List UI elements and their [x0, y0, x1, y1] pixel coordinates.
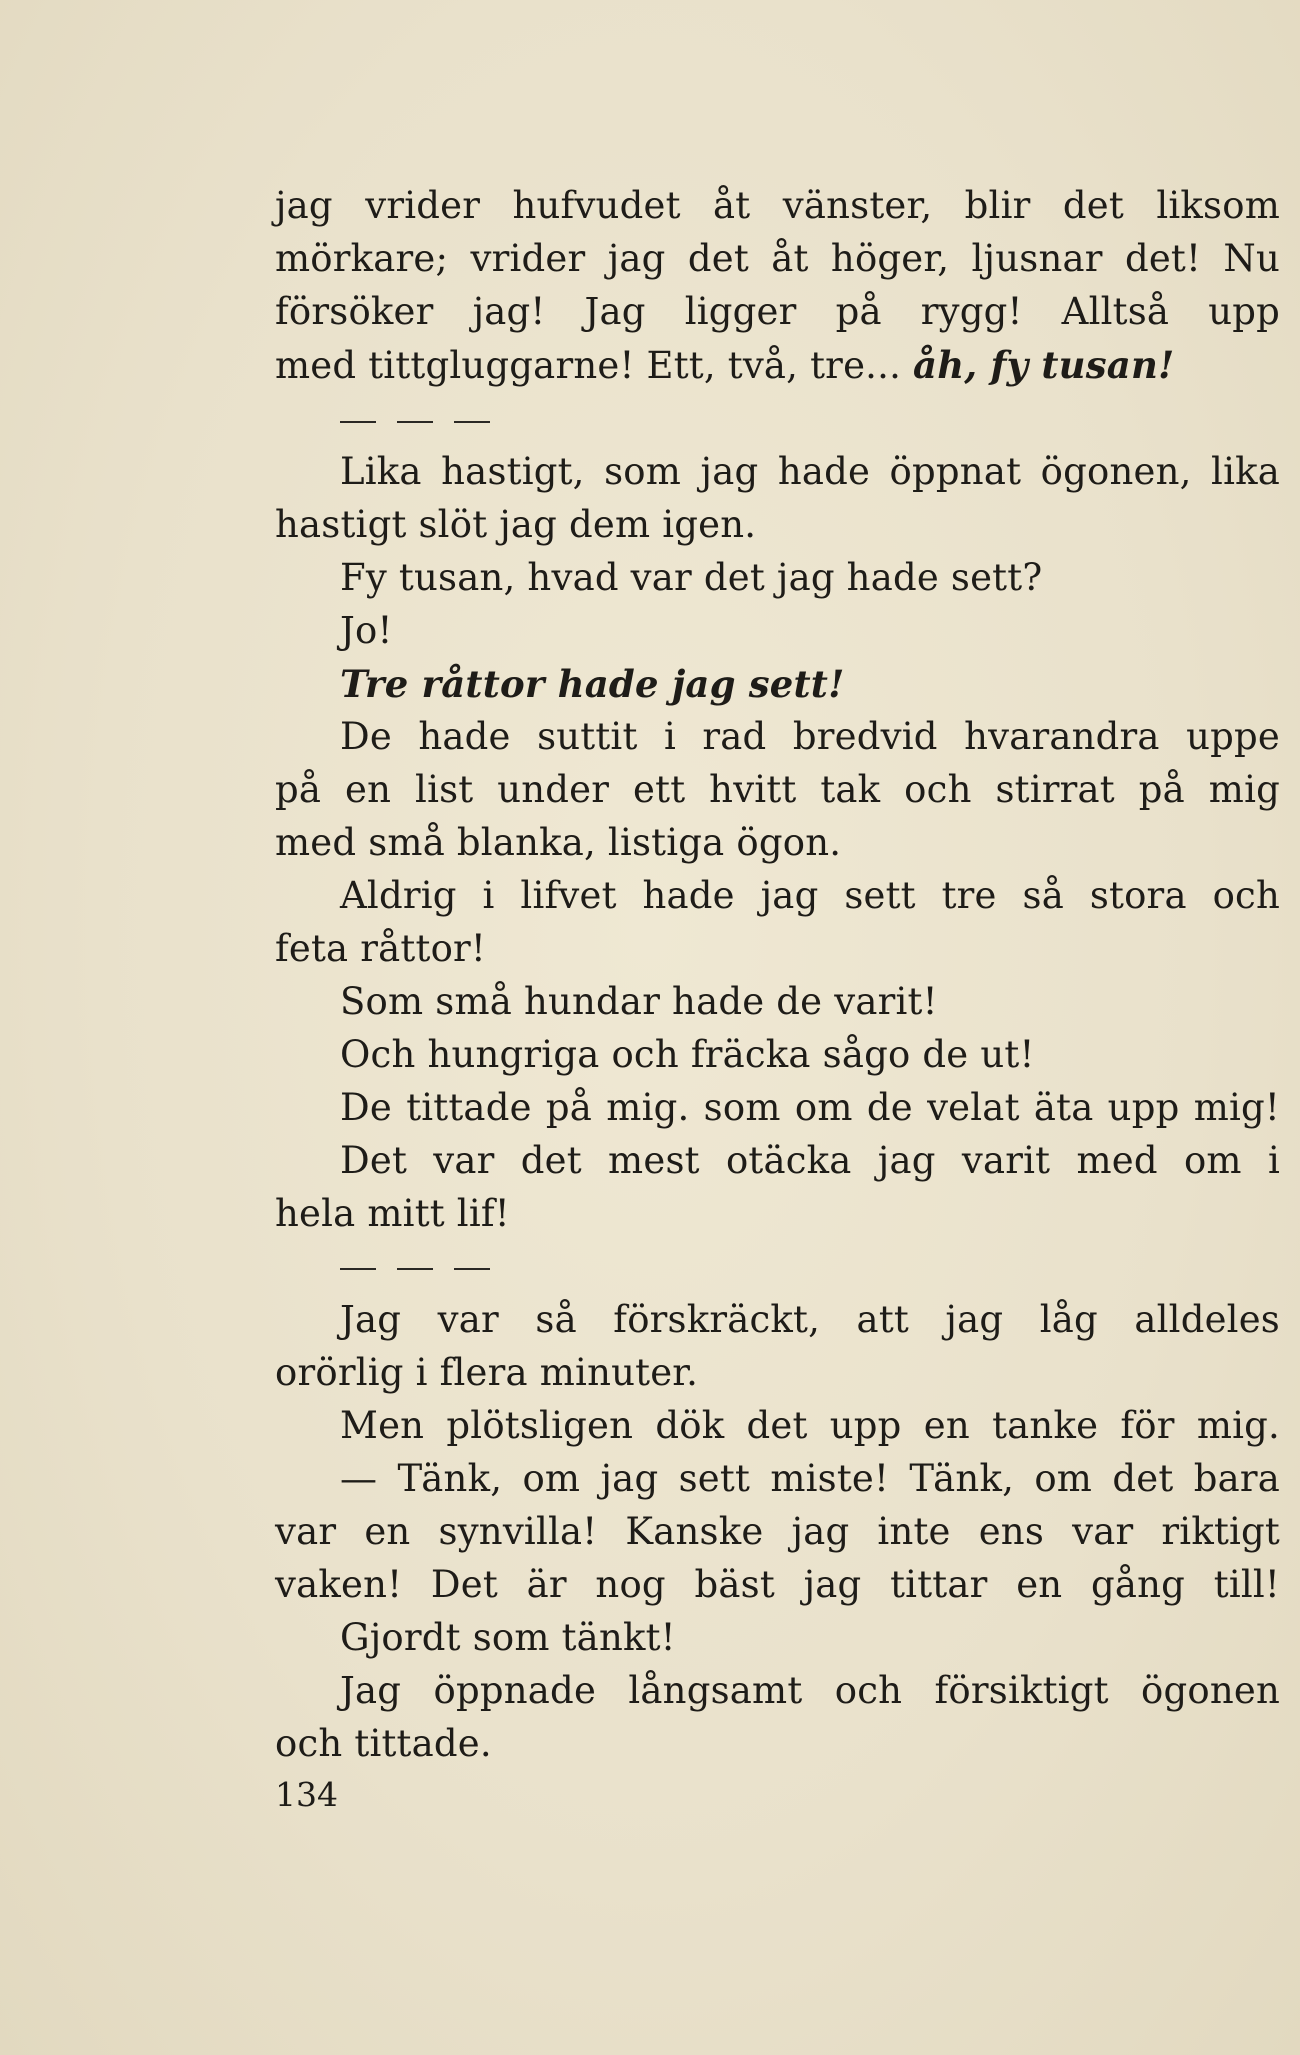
text-line: Lika hastigt, som jag hade öppnat ögonen, lika	[340, 450, 1280, 493]
text-line: orörlig i flera minuter.	[275, 1351, 699, 1394]
text-line: vaken! Det är nog bäst jag tittar en gång till!	[275, 1563, 1280, 1606]
dash	[340, 1268, 376, 1270]
text-line: med små blanka, listiga ögon.	[275, 821, 842, 864]
section-separator	[340, 421, 490, 425]
text-line: mörkare; vrider jag det åt höger, ljusnar det! Nu	[275, 237, 1280, 280]
text-line: på en list under ett hvitt tak och stirrat på mig	[275, 768, 1280, 811]
text-line: Som små hundar hade de varit!	[340, 980, 938, 1023]
text-line: Jag var så förskräckt, att jag låg alldeles	[340, 1298, 1280, 1341]
text-line	[275, 339, 1280, 392]
text-line: — Tänk, om jag sett miste! Tänk, om det bara	[340, 1457, 1280, 1500]
text-line: feta råttor!	[275, 927, 486, 970]
text-line: Jag öppnade långsamt och försiktigt ögonen	[340, 1669, 1280, 1712]
dash	[397, 421, 433, 423]
text-line: Det var det mest otäcka jag varit med om i	[340, 1139, 1280, 1182]
text-line: hastigt slöt jag dem igen.	[275, 503, 757, 546]
text-line: De tittade på mig. som om de velat äta upp mig!	[340, 1086, 1280, 1129]
page-number: 134	[275, 1775, 338, 1814]
dash	[340, 421, 376, 423]
italic-line: Tre råttor hade jag sett!	[340, 662, 845, 706]
text-line: hela mitt lif!	[275, 1192, 510, 1235]
dash	[454, 421, 490, 423]
italic-exclamation: åh, fy tusan!	[913, 343, 1175, 387]
text-line: Gjordt som tänkt!	[340, 1616, 676, 1659]
text-line: Jo!	[340, 609, 393, 652]
text-fragment: med tittgluggarne! Ett, två, tre...	[275, 344, 902, 387]
text-line: var en synvilla! Kanske jag inte ens var riktigt	[275, 1510, 1280, 1553]
section-separator	[340, 1268, 490, 1272]
text-line: försöker jag! Jag ligger på rygg! Alltså upp	[275, 290, 1280, 333]
text-line: jag vrider hufvudet åt vänster, blir det liksom	[275, 184, 1280, 227]
text-line: Fy tusan, hvad var det jag hade sett?	[340, 556, 1043, 599]
text-line: och tittade.	[275, 1722, 492, 1765]
text-line: Men plötsligen dök det upp en tanke för mig.	[340, 1404, 1280, 1447]
text-line: Och hungriga och fräcka sågo de ut!	[340, 1033, 1035, 1076]
text-line: Aldrig i lifvet hade jag sett tre så stora och	[340, 874, 1280, 917]
dash	[397, 1268, 433, 1270]
text-line: De hade suttit i rad bredvid hvarandra uppe	[340, 715, 1280, 758]
dash	[454, 1268, 490, 1270]
